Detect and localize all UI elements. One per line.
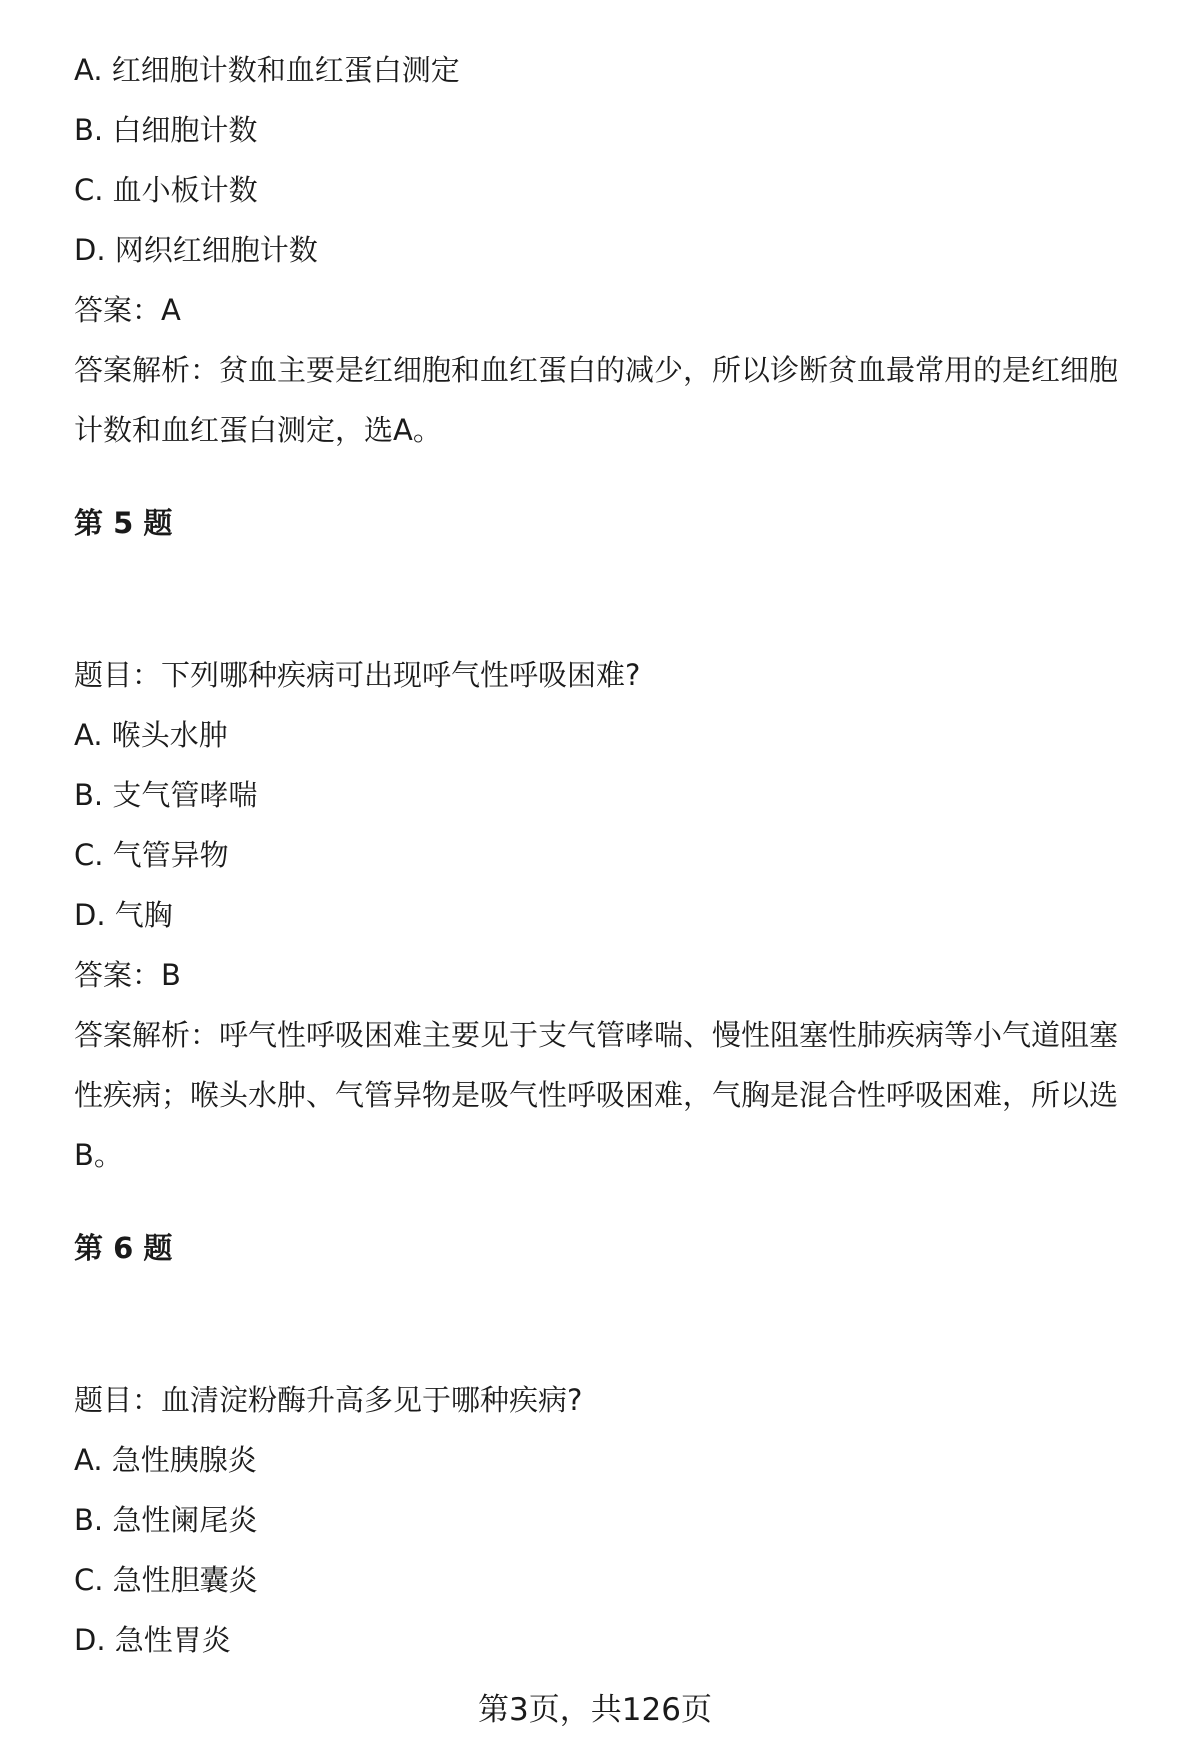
page-number-footer: 第3页，共126页 — [478, 1692, 712, 1728]
q5-answer: 答案：B — [74, 958, 181, 992]
q4-option-b: B. 白细胞计数 — [74, 113, 258, 147]
q4-analysis-line-2: 计数和血红蛋白测定，选A。 — [74, 413, 442, 447]
q5-heading: 第 5 题 — [74, 506, 173, 540]
q6-heading: 第 6 题 — [74, 1231, 173, 1265]
q5-analysis-line-3: B。 — [74, 1138, 123, 1172]
q4-option-a: A. 红细胞计数和血红蛋白测定 — [74, 53, 460, 87]
q6-option-c: C. 急性胆囊炎 — [74, 1563, 258, 1597]
q4-option-c: C. 血小板计数 — [74, 173, 258, 207]
q4-analysis-line-1: 答案解析：贫血主要是红细胞和血红蛋白的减少，所以诊断贫血最常用的是红细胞 — [74, 353, 1119, 387]
q5-question: 题目：下列哪种疾病可出现呼气性呼吸困难? — [74, 658, 641, 692]
q6-option-a: A. 急性胰腺炎 — [74, 1443, 257, 1477]
q4-answer: 答案：A — [74, 293, 181, 327]
q5-option-a: A. 喉头水肿 — [74, 718, 228, 752]
q6-option-b: B. 急性阑尾炎 — [74, 1503, 258, 1537]
q5-analysis-line-1: 答案解析：呼气性呼吸困难主要见于支气管哮喘、慢性阻塞性肺疾病等小气道阻塞 — [74, 1018, 1119, 1052]
q5-option-d: D. 气胸 — [74, 898, 173, 932]
q5-option-c: C. 气管异物 — [74, 838, 229, 872]
q6-option-d: D. 急性胃炎 — [74, 1623, 231, 1657]
q5-analysis-line-2: 性疾病；喉头水肿、气管异物是吸气性呼吸困难，气胸是混合性呼吸困难，所以选 — [74, 1078, 1119, 1112]
q5-option-b: B. 支气管哮喘 — [74, 778, 258, 812]
q6-question: 题目：血清淀粉酶升高多见于哪种疾病? — [74, 1383, 583, 1417]
q4-option-d: D. 网织红细胞计数 — [74, 233, 318, 267]
